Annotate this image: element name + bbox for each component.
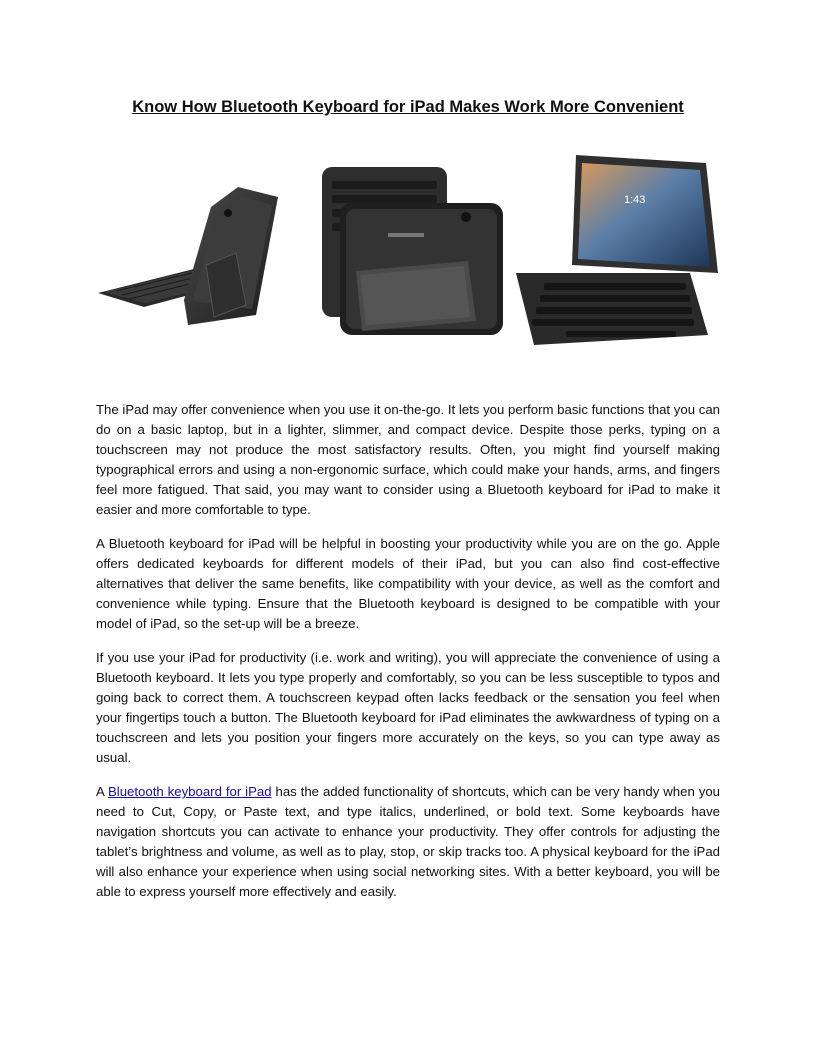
page-title: Know How Bluetooth Keyboard for iPad Makes Work More Convenient <box>132 98 684 116</box>
article-body <box>96 400 720 916</box>
paragraph-3: If you use your iPad for productivity (i.e. work and writing), you will appreciate the convenience of using a Bluetooth keyboard. It lets you type properly and comfortably, so you can be less susceptible to typos and going back to correct them. A touchscreen keypad often lacks feedback or the sensation you feel when your fingertips touch a button. The Bluetooth keyboard for iPad eliminates the awkwardness of typing on a touchscreen and lets you position your fingers more accurately on the keys, so you can type away as usual. <box>96 650 720 765</box>
ipad-keyboard-case-back-view <box>98 187 278 325</box>
paragraph-1: The iPad may offer convenience when you use it on-the-go. It lets you perform basic functions that you can do on a basic laptop, but in a lighter, slimmer, and compact device. Despite those perks, typing on a touchscreen may not produce the most satisfactory results. Often, you might find yourself making typographical errors and using a non-ergonomic surface, which could make your hands, arms, and fingers feel more fatigued. That said, you may want to consider using a Bluetooth keyboard for iPad to make it easier and more comfortable to type. <box>96 402 720 517</box>
ipad-keyboard-case-folded-view <box>322 167 503 335</box>
paragraph-4-rest: has the added functionality of shortcuts, which can be very handy when you need to Cut, Copy, or Paste text, and type italics, underlined, or bold text. Some keyboards have navigation shortcuts you can activate to enhance your productivity. They offer controls for adjusting the tablet’s brightness and volume, as well as to play, stop, or skip tracks too. A physical keyboard for the iPad will also enhance your experience when using social networking sites. With a better keyboard, you will be able to express yourself more effectively and easily. <box>96 784 720 899</box>
paragraph-2: A Bluetooth keyboard for iPad will be helpful in boosting your productivity while you are on the go. Apple offers dedicated keyboards for different models of their iPad, but you can also find cost-effective alternatives that deliver the same benefits, like compatibility with your device, as well as the comfort and convenience while typing. Ensure that the Bluetooth keyboard is designed to be compatible with your model of iPad, so the set-up will be a breeze. <box>96 536 720 631</box>
paragraph-4 <box>96 782 720 902</box>
paragraph-4-prefix: A <box>96 784 108 799</box>
bluetooth-keyboard-link[interactable]: Bluetooth keyboard for iPad <box>108 784 272 799</box>
screen-time: 1:43 <box>624 194 646 206</box>
ipad-keyboard-case-open-view <box>516 155 718 345</box>
product-photo-strip <box>96 125 722 383</box>
